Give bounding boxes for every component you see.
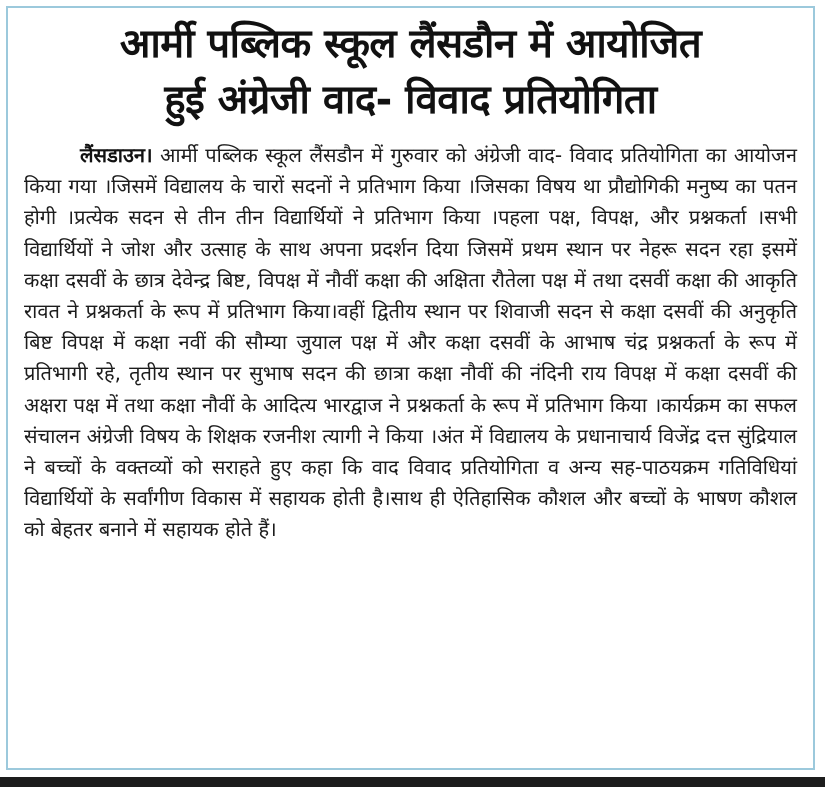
headline-line-1: आर्मी पब्लिक स्कूल लैंसडौन में आयोजित xyxy=(119,21,702,67)
headline-line-2: हुई अंग्रेजी वाद- विवाद प्रतियोगिता xyxy=(164,77,657,123)
bottom-rule xyxy=(0,777,825,787)
news-clipping xyxy=(6,6,815,770)
headline xyxy=(24,16,797,128)
article-body xyxy=(24,140,797,546)
article-body-text: आर्मी पब्लिक स्कूल लैंसडौन में गुरुवार को अंग्रेजी वाद- विवाद प्रतियोगिता का आयोजन किया गया ।जिसमें विद्यालय के चारों सदनों ने प्रतिभाग किया ।जिसका विषय था प्रौद्योगिकी मनुष्य का पतन होगी ।प्रत्येक सदन से तीन तीन विद्यार्थियों ने प्रतिभाग किया ।पहला पक्ष, विपक्ष, और प्रश्नकर्ता ।सभी विद्यार्थियों ने जोश और उत्साह के साथ अपना प्रदर्शन दिया जिसमें प्रथम स्थान पर नेहरू सदन रहा इसमें कक्षा दसवीं के छात्र देवेन्द्र बिष्ट, विपक्ष में नौवीं कक्षा की अक्षिता रौतेला पक्ष में तथा दसवीं कक्षा की आकृति रावत ने प्रश्नकर्ता के रूप में प्रतिभाग किया।वहीं द्वितीय स्थान पर शिवाजी सदन से कक्षा दसवीं की अनुकृति बिष्ट विपक्ष में कक्षा नवीं की सौम्या जुयाल पक्ष में और कक्षा दसवीं के आभाष चंद्र प्रश्नकर्ता के रूप में प्रतिभागी रहे, तृतीय स्थान पर सुभाष सदन की छात्रा कक्षा नौवीं की नंदिनी राय विपक्ष में कक्षा दसवीं की अक्षरा पक्ष में तथा कक्षा नौवीं के आदित्य भारद्वाज ने प्रश्नकर्ता के रूप में प्रतिभाग किया ।कार्यक्रम का सफल संचालन अंग्रेजी विषय के शिक्षक रजनीश त्यागी ने किया ।अंत में विद्यालय के प्रधानाचार्य विजेंद्र दत्त सुंद्रियाल ने बच्चों के वक्तव्यों को सराहते हुए कहा कि वाद विवाद प्रतियोगिता व अन्य सह-पाठयक्रम गतिविधियां विद्यार्थियों के सर्वांगीण विकास में सहायक होती है।साथ ही ऐतिहासिक कौशल और बच्चों के भाषण कौशल को बेहतर बनाने में सहायक होते हैं। xyxy=(24,143,797,542)
dateline: लैंसडाउन। xyxy=(80,143,153,167)
